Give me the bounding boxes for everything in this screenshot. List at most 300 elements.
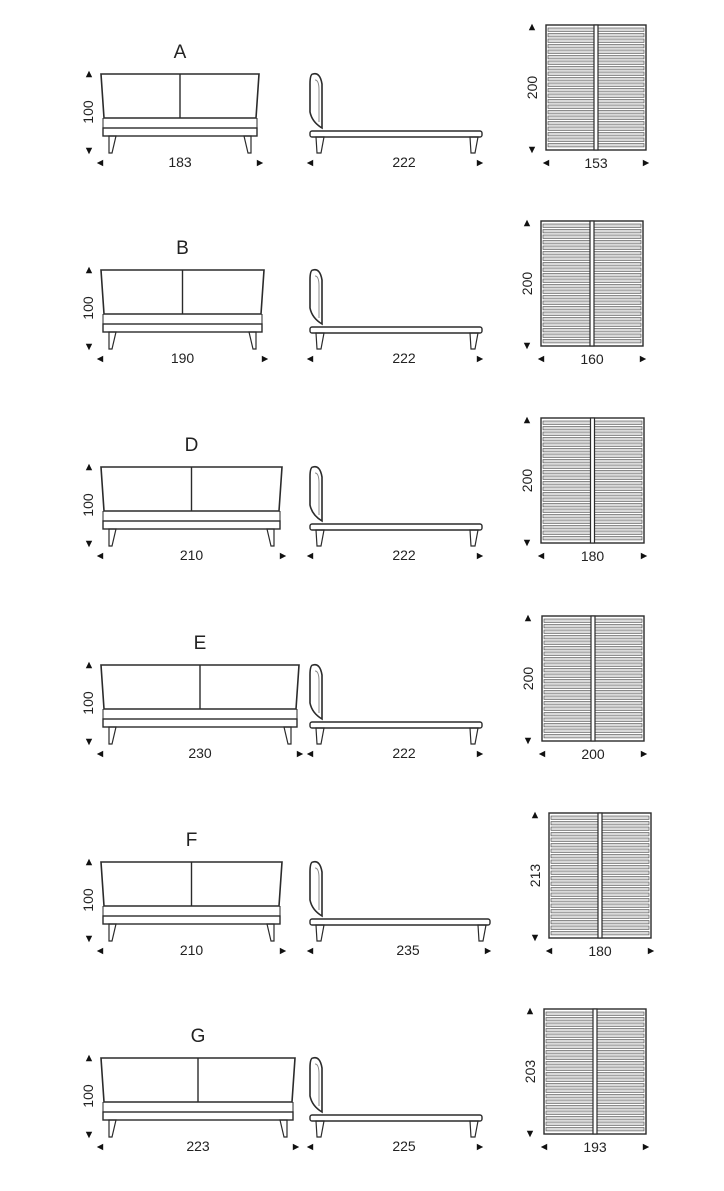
side-frame (310, 1115, 482, 1121)
slat-left (546, 1051, 593, 1054)
length-arrow-right (477, 553, 483, 559)
leg-left (109, 136, 116, 153)
bed-row-d (80, 417, 647, 564)
slat-right (595, 652, 642, 655)
slat-right (597, 1018, 644, 1021)
slat-right (594, 312, 641, 315)
slat-left (551, 915, 598, 918)
slat-right (598, 67, 644, 70)
slat-right (598, 61, 644, 64)
slat-length-arrow-top (524, 417, 530, 423)
side-frame (310, 524, 482, 530)
slat-right (594, 224, 641, 227)
side-frame (310, 722, 482, 728)
slat-width-value: 180 (588, 943, 612, 959)
width-value: 230 (188, 745, 212, 761)
side-view (307, 467, 483, 563)
slat-right (594, 279, 641, 282)
slat-right (597, 1106, 644, 1109)
leg-right (267, 529, 274, 546)
slat-left (543, 520, 591, 523)
slat-right (595, 526, 643, 529)
slat-left (551, 838, 598, 841)
slat-left (546, 1040, 593, 1043)
slat-width-value: 193 (583, 1139, 607, 1155)
slat-right (598, 45, 644, 48)
slat-right (594, 274, 641, 277)
slat-left (543, 257, 590, 260)
slat-width-arrow-right (643, 1144, 649, 1150)
slat-right (597, 1073, 644, 1076)
slat-left (544, 658, 591, 661)
bed-row-g (80, 1008, 649, 1155)
slat-right (598, 100, 644, 103)
front-view (80, 71, 263, 170)
slat-right (597, 1062, 644, 1065)
bed-frame (103, 324, 262, 332)
slat-left (543, 252, 590, 255)
slat-left (546, 1089, 593, 1092)
side-leg-foot (478, 925, 486, 941)
slat-length-arrow-top (524, 220, 530, 226)
slat-right (595, 520, 643, 523)
slat-right (594, 241, 641, 244)
slat-left (543, 307, 590, 310)
slat-left (551, 871, 598, 874)
slat-left (543, 241, 590, 244)
model-label: D (184, 435, 199, 456)
slat-length-value: 200 (524, 75, 540, 100)
slat-right (597, 1012, 644, 1015)
bed-row-b (80, 220, 646, 367)
slat-left (543, 454, 591, 457)
side-frame (310, 919, 490, 925)
slat-right (595, 482, 643, 485)
slat-left (543, 290, 590, 293)
slat-right (595, 625, 642, 628)
front-view (80, 464, 286, 563)
slat-right (594, 334, 641, 337)
slat-left (546, 1122, 593, 1125)
leg-left (109, 924, 116, 941)
slat-left (544, 691, 591, 694)
slat-right (598, 78, 644, 81)
slat-right (595, 663, 642, 666)
slat-right (595, 421, 643, 424)
slat-length-arrow-top (527, 1008, 533, 1014)
slat-width-arrow-left (541, 1144, 547, 1150)
slat-left (551, 816, 598, 819)
slat-left (546, 1012, 593, 1015)
slat-left (551, 893, 598, 896)
slat-right (597, 1122, 644, 1125)
headboard-side (310, 270, 322, 324)
model-label: B (176, 238, 189, 259)
leg-left (109, 332, 116, 349)
slat-left (544, 630, 591, 633)
height-value: 100 (80, 493, 96, 517)
slat-right (595, 537, 643, 540)
slat-right (597, 1045, 644, 1048)
slat-length-value: 203 (522, 1059, 538, 1084)
slat-left (543, 268, 590, 271)
slat-left (551, 866, 598, 869)
slat-right (594, 307, 641, 310)
slat-right (594, 257, 641, 260)
slat-left (544, 718, 591, 721)
leg-left (109, 529, 116, 546)
slat-right (598, 94, 644, 97)
slat-right (595, 432, 643, 435)
width-arrow-left (97, 553, 103, 559)
slat-width-arrow-left (538, 553, 544, 559)
slat-right (595, 493, 643, 496)
slat-right (602, 844, 649, 847)
length-value: 235 (396, 942, 420, 958)
slat-right (595, 443, 643, 446)
slat-right (598, 89, 644, 92)
slat-right (595, 630, 642, 633)
center-rail (594, 25, 598, 150)
height-value: 100 (80, 100, 96, 124)
slat-left (546, 1117, 593, 1120)
slat-right (598, 133, 644, 136)
slat-left (546, 1073, 593, 1076)
slat-width-arrow-right (640, 356, 646, 362)
slat-right (598, 144, 644, 147)
height-arrow-bottom (86, 148, 92, 154)
slat-length-arrow-bottom (525, 738, 531, 744)
side-view (307, 270, 483, 366)
slat-right (598, 34, 644, 37)
slat-left (546, 1078, 593, 1081)
slat-width-arrow-left (539, 751, 545, 757)
bed-frame (103, 128, 257, 136)
slat-right (595, 658, 642, 661)
slat-left (548, 39, 594, 42)
slat-right (597, 1111, 644, 1114)
width-arrow-right (293, 1144, 299, 1150)
bed-frame (103, 916, 280, 924)
slat-right (598, 116, 644, 119)
headboard-side (310, 1058, 322, 1112)
slat-left (551, 926, 598, 929)
slat-left (551, 899, 598, 902)
slat-right (594, 340, 641, 343)
slat-left (551, 844, 598, 847)
slat-right (598, 111, 644, 114)
slat-right (595, 509, 643, 512)
slat-right (595, 685, 642, 688)
slat-width-value: 180 (580, 548, 605, 564)
slat-width-value: 160 (580, 351, 604, 367)
slat-right (597, 1051, 644, 1054)
slat-right (595, 641, 642, 644)
slat-right (595, 702, 642, 705)
bed-frame (103, 719, 297, 727)
headboard-cushion (315, 80, 319, 122)
headboard-cushion (315, 1064, 319, 1106)
slat-left (543, 493, 591, 496)
slat-right (602, 827, 649, 830)
slat-left (543, 224, 590, 227)
width-arrow-left (97, 751, 103, 757)
slat-right (595, 696, 642, 699)
slat-left (544, 707, 591, 710)
slat-left (543, 230, 590, 233)
side-leg-foot (470, 1121, 478, 1137)
side-view (307, 1058, 483, 1154)
slat-right (595, 438, 643, 441)
model-label: A (173, 42, 187, 63)
slat-right (602, 866, 649, 869)
slat-right (598, 72, 644, 75)
slat-right (598, 50, 644, 53)
slat-left (544, 669, 591, 672)
length-arrow-left (307, 948, 313, 954)
slat-right (594, 329, 641, 332)
slat-right (595, 449, 643, 452)
slat-left (548, 45, 594, 48)
slat-right (594, 318, 641, 321)
slat-left (548, 100, 594, 103)
slat-length-value: 200 (519, 468, 535, 493)
slat-right (594, 246, 641, 249)
slat-length-arrow-top (532, 812, 538, 818)
slat-right (594, 230, 641, 233)
front-view (80, 1055, 299, 1154)
side-leg-foot (470, 530, 478, 546)
width-arrow-right (280, 948, 286, 954)
slat-right (598, 39, 644, 42)
slat-left (543, 449, 591, 452)
slat-right (595, 691, 642, 694)
model-label: G (190, 1026, 206, 1047)
slat-right (602, 860, 649, 863)
height-arrow-bottom (86, 936, 92, 942)
slat-right (595, 515, 643, 518)
side-leg-head (316, 333, 324, 349)
slat-right (595, 718, 642, 721)
slat-width-value: 153 (584, 155, 608, 171)
slat-left (546, 1095, 593, 1098)
slat-right (594, 235, 641, 238)
slat-right (595, 669, 642, 672)
slat-left (544, 674, 591, 677)
slat-right (594, 301, 641, 304)
bed-frame (103, 521, 280, 529)
slat-left (543, 509, 591, 512)
height-arrow-bottom (86, 541, 92, 547)
slat-right (597, 1040, 644, 1043)
slat-left (544, 625, 591, 628)
side-leg-head (316, 530, 324, 546)
slat-right (595, 735, 642, 738)
slat-left (543, 246, 590, 249)
slat-right (595, 619, 642, 622)
slat-left (543, 318, 590, 321)
height-arrow-bottom (86, 739, 92, 745)
length-arrow-left (307, 751, 313, 757)
slat-right (595, 531, 643, 534)
slat-left (551, 827, 598, 830)
slat-right (602, 921, 649, 924)
slat-length-value: 200 (519, 271, 535, 296)
slat-width-arrow-right (641, 553, 647, 559)
slat-left (543, 537, 591, 540)
slat-left (546, 1111, 593, 1114)
slat-left (543, 438, 591, 441)
slat-left (544, 619, 591, 622)
slat-left (543, 443, 591, 446)
slat-right (597, 1084, 644, 1087)
slat-left (543, 323, 590, 326)
length-arrow-left (307, 1144, 313, 1150)
slat-left (548, 138, 594, 141)
slat-left (548, 67, 594, 70)
slat-left (543, 285, 590, 288)
height-arrow-top (86, 662, 92, 668)
slat-left (543, 531, 591, 534)
slat-left (546, 1018, 593, 1021)
bed-frame (103, 1112, 293, 1120)
slat-right (598, 105, 644, 108)
front-view (80, 662, 303, 761)
slat-left (551, 877, 598, 880)
slat-right (594, 296, 641, 299)
slat-right (597, 1117, 644, 1120)
slat-left (551, 904, 598, 907)
width-value: 223 (186, 1138, 210, 1154)
slat-right (602, 888, 649, 891)
slat-left (548, 111, 594, 114)
slat-base-view (522, 1008, 649, 1155)
slat-length-arrow-bottom (532, 935, 538, 941)
slat-left (543, 334, 590, 337)
slat-left (543, 526, 591, 529)
slat-base-view (524, 24, 649, 171)
slat-right (602, 855, 649, 858)
slat-right (595, 427, 643, 430)
side-view (307, 665, 483, 761)
slat-left (546, 1067, 593, 1070)
slat-right (602, 926, 649, 929)
slat-width-arrow-right (641, 751, 647, 757)
slat-left (544, 696, 591, 699)
slat-left (548, 94, 594, 97)
slat-left (543, 471, 591, 474)
slat-left (551, 849, 598, 852)
slat-right (595, 674, 642, 677)
slat-left (546, 1045, 593, 1048)
slat-left (543, 340, 590, 343)
slat-right (602, 816, 649, 819)
slat-right (598, 122, 644, 125)
leg-left (109, 1120, 116, 1137)
slat-right (595, 647, 642, 650)
width-arrow-right (262, 356, 268, 362)
width-value: 210 (179, 942, 204, 958)
height-value: 100 (80, 1084, 96, 1108)
slat-left (548, 133, 594, 136)
slat-left (548, 127, 594, 130)
slat-width-arrow-right (643, 160, 649, 166)
slat-length-value: 200 (520, 666, 536, 691)
slat-left (551, 888, 598, 891)
slat-left (551, 932, 598, 935)
width-arrow-left (97, 948, 103, 954)
slat-width-arrow-left (546, 948, 552, 954)
side-leg-foot (470, 137, 478, 153)
slat-right (595, 636, 642, 639)
slat-left (543, 460, 591, 463)
length-value: 222 (392, 745, 416, 761)
slat-length-value: 213 (527, 863, 543, 888)
bed-row-a (80, 24, 649, 171)
slat-right (595, 729, 642, 732)
slat-left (548, 116, 594, 119)
slat-right (595, 487, 643, 490)
slat-length-arrow-bottom (529, 147, 535, 153)
slat-length-arrow-top (529, 24, 535, 30)
slat-right (595, 454, 643, 457)
height-value: 100 (80, 888, 96, 912)
side-leg-head (316, 728, 324, 744)
slat-right (598, 56, 644, 59)
width-arrow-right (257, 160, 263, 166)
slat-right (602, 910, 649, 913)
center-rail (591, 616, 595, 741)
side-view (307, 862, 491, 958)
center-rail (593, 1009, 597, 1134)
slat-right (602, 893, 649, 896)
slat-base-view (520, 615, 647, 762)
slat-right (595, 460, 643, 463)
slat-width-arrow-left (538, 356, 544, 362)
side-frame (310, 131, 482, 137)
side-leg-foot (470, 333, 478, 349)
length-arrow-left (307, 553, 313, 559)
height-value: 100 (80, 691, 96, 715)
slat-length-arrow-bottom (524, 540, 530, 546)
front-view (80, 859, 286, 958)
slat-width-value: 200 (581, 746, 605, 762)
slat-left (548, 28, 594, 31)
slat-left (543, 301, 590, 304)
slat-left (544, 685, 591, 688)
width-value: 183 (168, 154, 192, 170)
slat-left (543, 482, 591, 485)
slat-right (598, 28, 644, 31)
slat-left (551, 855, 598, 858)
slat-right (595, 465, 643, 468)
slat-left (543, 504, 591, 507)
length-arrow-right (477, 751, 483, 757)
slat-left (543, 421, 591, 424)
center-rail (598, 813, 602, 938)
slat-left (546, 1084, 593, 1087)
slat-right (595, 713, 642, 716)
slat-right (598, 138, 644, 141)
slat-left (551, 860, 598, 863)
slat-left (544, 636, 591, 639)
slat-right (602, 877, 649, 880)
length-value: 222 (392, 547, 416, 563)
height-value: 100 (80, 296, 96, 320)
slat-left (548, 61, 594, 64)
slat-right (597, 1023, 644, 1026)
slat-left (544, 652, 591, 655)
